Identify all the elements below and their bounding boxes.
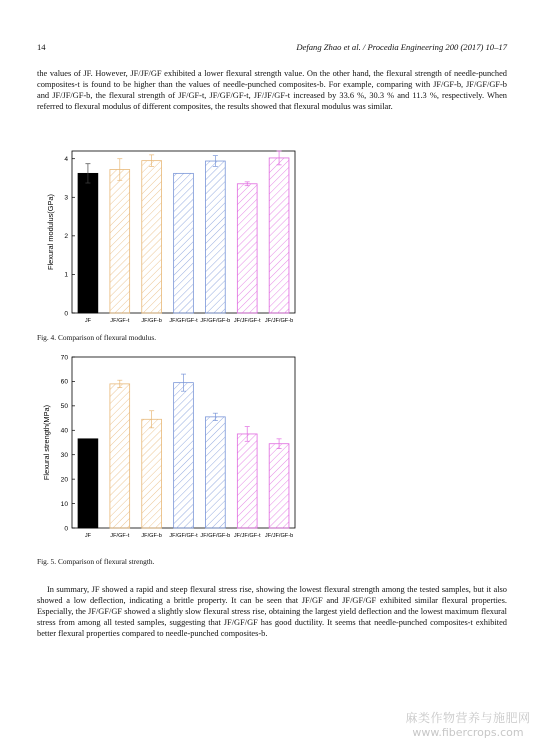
x-tick-label: JF/GF-t (110, 533, 130, 539)
y-tick-label: 20 (60, 476, 68, 484)
bar-jf-gf-b (142, 161, 162, 313)
y-tick-label: 3 (64, 194, 68, 202)
bar-jf-jf-gf-t (237, 184, 257, 313)
bar-jf-gf-gf-b (205, 161, 225, 313)
page-header (37, 42, 507, 56)
y-tick-label: 70 (60, 354, 68, 362)
bar-jf (78, 173, 98, 313)
figure-4-caption: Fig. 4. Comparison of flexural modulus. (37, 333, 157, 342)
x-tick-label: JF/GF/GF-t (169, 318, 198, 324)
x-tick-label: JF/GF-t (110, 318, 130, 324)
figure-5-caption: Fig. 5. Comparison of flexural strength. (37, 557, 155, 566)
x-tick-label: JF/GF/GF-b (200, 533, 231, 539)
x-tick-label: JF/GF-b (141, 318, 162, 324)
x-tick-label: JF/JF/GF-t (233, 533, 261, 539)
x-tick-label: JF (84, 318, 92, 324)
bar-jf-jf-gf-t (237, 434, 257, 528)
y-axis-label: Flexural modulus(GPa) (46, 194, 55, 270)
bar-jf-gf-gf-t (174, 383, 194, 528)
bar-jf-gf-t (110, 170, 130, 313)
bar-jf-gf-gf-b (205, 417, 225, 528)
x-tick-label: JF/JF/GF-t (233, 318, 261, 324)
y-tick-label: 10 (60, 500, 68, 508)
bar-jf-jf-gf-b (269, 444, 289, 528)
y-tick-label: 0 (64, 525, 68, 533)
y-tick-label: 60 (60, 378, 68, 386)
site-watermark (398, 709, 538, 739)
bar-jf-gf-t (110, 384, 130, 528)
running-head: Defang Zhao et al. / Procedia Engineering 200 (2017) 10–17 (296, 42, 507, 52)
page-number: 14 (37, 42, 46, 52)
watermark-title: 麻类作物营养与施肥网 (405, 711, 531, 725)
body-paragraph-2: In summary, JF showed a rapid and steep flexural stress rise, showing the lowest flexural strength among the tested samples, but it also showed a low deflection, indicating a brittle property. It can be seen that JF/GF and JF/GF/GF exhibited similar flexural properties. Especially, the JF/GF/GF showed a slightly slow flexural stress rise, obtaining the largest yield deflection and the lowest maximum flexural stress from among all tested samples, suggesting that JF/GF/GF has good ductility. It seems that needle-punched composites-t exhibited better flexural properties compared to needle-punched composites-b. (37, 585, 507, 638)
y-tick-label: 40 (60, 427, 68, 435)
x-tick-label: JF/GF-b (141, 533, 162, 539)
watermark-url: www.fibercrops.com (412, 726, 524, 739)
y-tick-label: 50 (60, 403, 68, 411)
x-tick-label: JF/GF/GF-t (169, 533, 198, 539)
x-tick-label: JF/JF/GF-b (264, 533, 294, 539)
y-axis-label: Flexural strength(MPa) (42, 404, 51, 481)
bar-jf-jf-gf-b (269, 158, 289, 313)
flexural-strength-chart (37, 349, 307, 546)
x-tick-label: JF/GF/GF-b (200, 318, 231, 324)
y-tick-label: 0 (64, 310, 68, 318)
flexural-modulus-chart (37, 143, 307, 333)
bar-jf-gf-gf-t (174, 173, 194, 313)
y-tick-label: 30 (60, 452, 68, 460)
y-tick-label: 4 (64, 156, 68, 164)
bar-jf-gf-b (142, 419, 162, 528)
bar-jf (78, 439, 98, 528)
y-tick-label: 2 (64, 233, 68, 241)
body-paragraph-1: the values of JF. However, JF/JF/GF exhibited a lower flexural strength value. On the other hand, the flexural strength of needle-punched composites-t is found to be higher than the values of needle-punched composites-b. For example, comparing with JF/GF-b, JF/GF/GF-b and JF/JF/GF-b, the flexural strength of JF/GF-t, JF/GF/GF-t, JF/JF/GF-t increased by 33.6 %, 30.3 % and 11.3 %, respectively. When referred to flexural modulus of different composites, the results showed that flexural modulus was similar. (37, 69, 507, 111)
y-tick-label: 1 (64, 271, 68, 279)
x-tick-label: JF/JF/GF-b (264, 318, 294, 324)
x-tick-label: JF (84, 533, 92, 539)
